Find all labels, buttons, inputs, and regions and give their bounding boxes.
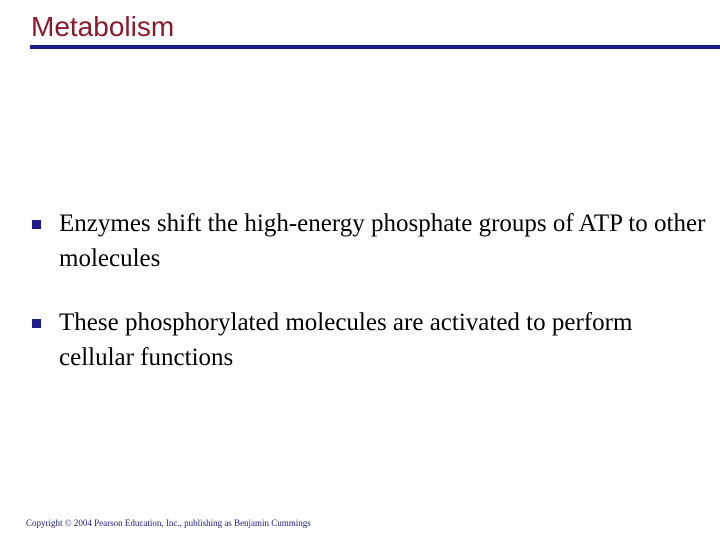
- title-divider: [30, 45, 720, 49]
- square-bullet-icon: [32, 220, 41, 229]
- bullet-item: [30, 305, 710, 375]
- bullet-list: [30, 206, 710, 404]
- square-bullet-icon: [32, 319, 41, 328]
- slide-title: Metabolism: [31, 11, 175, 42]
- bullet-text: Enzymes shift the high-energy phosphate groups of ATP to other molecules: [59, 210, 706, 272]
- bullet-item: [30, 206, 710, 276]
- copyright-notice: Copyright © 2004 Pearson Education, Inc., publishing as Benjamin Cummings: [26, 518, 311, 528]
- bullet-text: These phosphorylated molecules are activated to perform cellular functions: [59, 309, 633, 371]
